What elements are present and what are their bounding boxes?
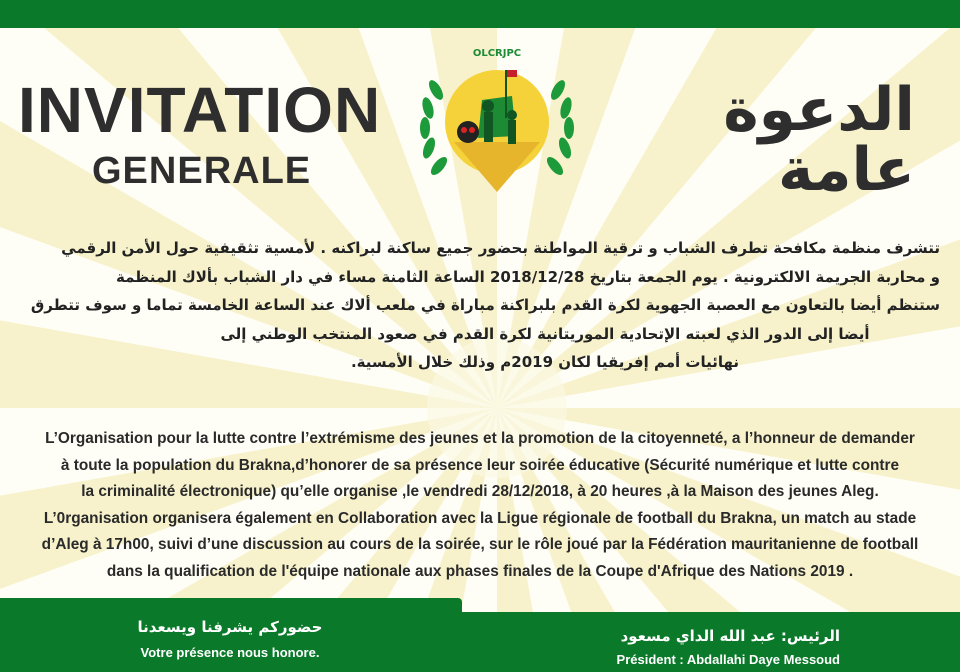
arabic-body: [30, 234, 940, 377]
french-body: [0, 426, 960, 586]
president-french: Président : Abdallahi Daye Messoud: [616, 652, 840, 667]
french-line: la criminalité électronique) qu’elle organise ,le vendredi 28/12/2018, à 20 heures ,à la Maison des jeunes Aleg.: [81, 483, 879, 501]
top-green-band: [0, 0, 960, 28]
arabic-line: تتشرف منظمة مكافحة تطرف الشباب و ترقية المواطنة بحضور جميع ساكنة لبراكنه . لأمسية تثقيفية حول الأمن الرقمي: [61, 239, 940, 257]
welcome-arabic: حضوركم يشرفنا ويسعدنا: [137, 618, 323, 636]
arabic-line: أيضا إلى الدور الذي لعبته الإتحادية الموريتانية لكرة القدم في صعود المنتخب الوطني إلى: [220, 324, 870, 343]
organization-emblem-icon: [412, 40, 582, 200]
french-line: L’Organisation pour la lutte contre l’extrémisme des jeunes et la promotion de la citoyenneté, a l’honneur de demander: [45, 430, 915, 447]
title-generale: GENERALE: [92, 150, 312, 192]
french-line: L’0rganisation organisera également en Collaboration avec la Ligue régionale de football du Brakna, un match au stade: [43, 509, 917, 527]
french-line: d’Aleg à 17h00, suivi d’une discussion au cours de la soirée, sur le rôle joué par la Fédération mauritanienne de football: [41, 536, 919, 554]
president-arabic: الرئيس: عبد الله الداي مسعود: [620, 627, 840, 645]
title-invitation: INVITATION: [18, 74, 382, 146]
arabic-line: و محاربة الجريمة الالكترونية . يوم الجمعة بتاريخ 2018/12/28 الساعة الثامنة مساء في دار الشباب بألاك المنظمة: [116, 267, 940, 286]
arabic-line: نهائيات أمم إفريقيا لكان 2019م وذلك خلال الأمسية.: [350, 353, 739, 371]
welcome-french: Votre présence nous honore.: [140, 645, 320, 660]
arabic-line: ستنظم أيضا بالتعاون مع العصبة الجهوية لكرة القدم بلبراكنة مباراة في ملعب ألاك عند الساعة الخامسة تماما و سوف تتطرق: [30, 296, 940, 314]
logo-acronym: OLCRJPC: [472, 48, 522, 59]
french-line: à toute la population du Brakna,d’honorer de sa présence leur soirée éducative (Sécurité numérique et lutte contre: [60, 456, 900, 474]
french-line: dans la qualification de l'équipe nationale aux phases finales de la Coupe d'Afrique des Nations 2019 .: [106, 562, 854, 580]
title-arabic: الدعوة عامة: [723, 75, 915, 205]
